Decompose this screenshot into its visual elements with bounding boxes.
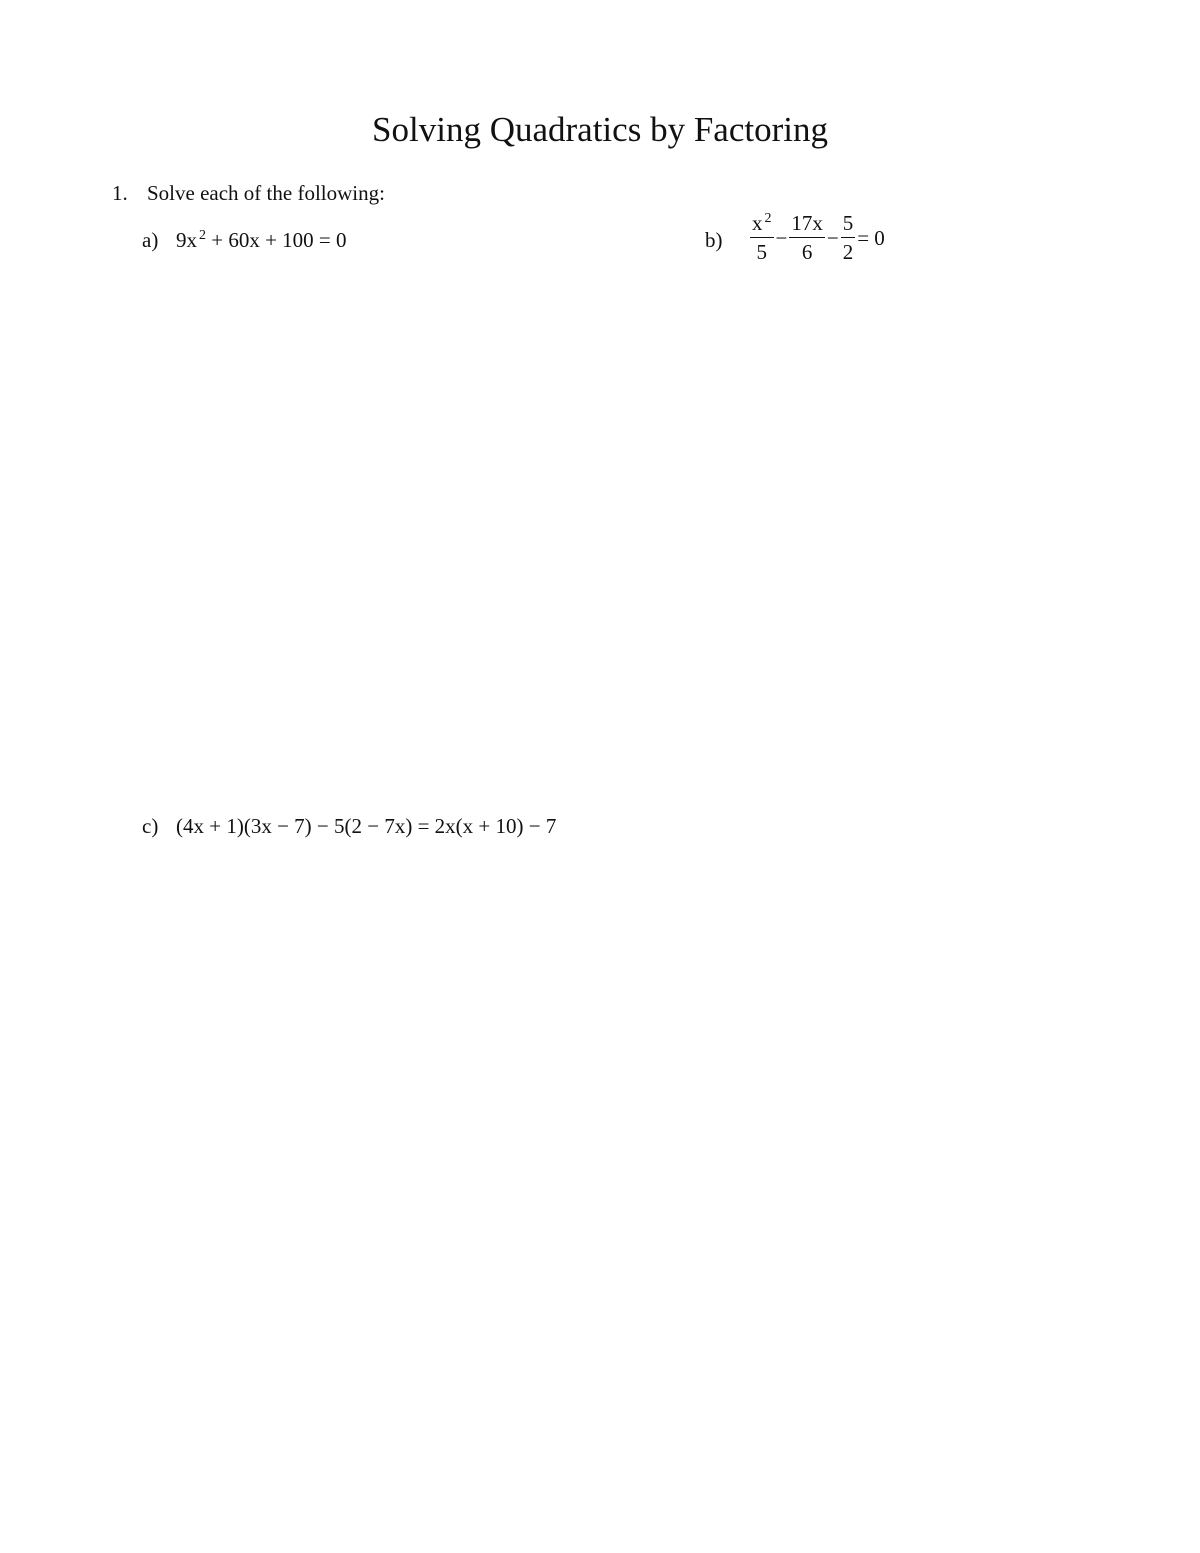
fraction-2 [789,211,825,264]
problem-b-equation [750,211,885,264]
minus-operator-1: − [775,226,788,250]
fraction-2-denominator: 6 [789,237,825,264]
page-title: Solving Quadratics by Factoring [372,110,828,149]
problem-a-term: 9x [176,228,197,252]
problem-a-label: a) [142,228,159,252]
question-text: Solve each of the following: [147,181,385,205]
fraction-1-numerator-exponent: 2 [764,211,772,226]
fraction-3-denominator: 2 [841,237,856,264]
fraction-2-numerator: 17x [791,211,823,235]
fraction-1-denominator: 5 [750,237,774,264]
fraction-1-numerator [750,211,774,237]
fraction-1 [750,211,774,264]
problem-a-exponent: 2 [199,228,206,243]
problem-a [142,225,347,255]
fraction-1-numerator-base: x [752,211,763,235]
problem-b-rhs: = 0 [857,226,885,250]
question-number: 1. [112,181,128,205]
fraction-3-numerator: 5 [842,211,854,235]
problem-b-label: b) [705,228,723,252]
question-1 [112,178,385,208]
minus-operator-2: − [826,226,839,250]
problem-a-rest: + 60x + 100 = 0 [206,228,347,252]
problem-a-equation [176,228,347,252]
problem-c [142,811,556,841]
problem-c-label: c) [142,814,159,838]
problem-c-equation: (4x + 1)(3x − 7) − 5(2 − 7x) = 2x(x + 10) − 7 [176,814,557,838]
fraction-3 [841,211,856,264]
